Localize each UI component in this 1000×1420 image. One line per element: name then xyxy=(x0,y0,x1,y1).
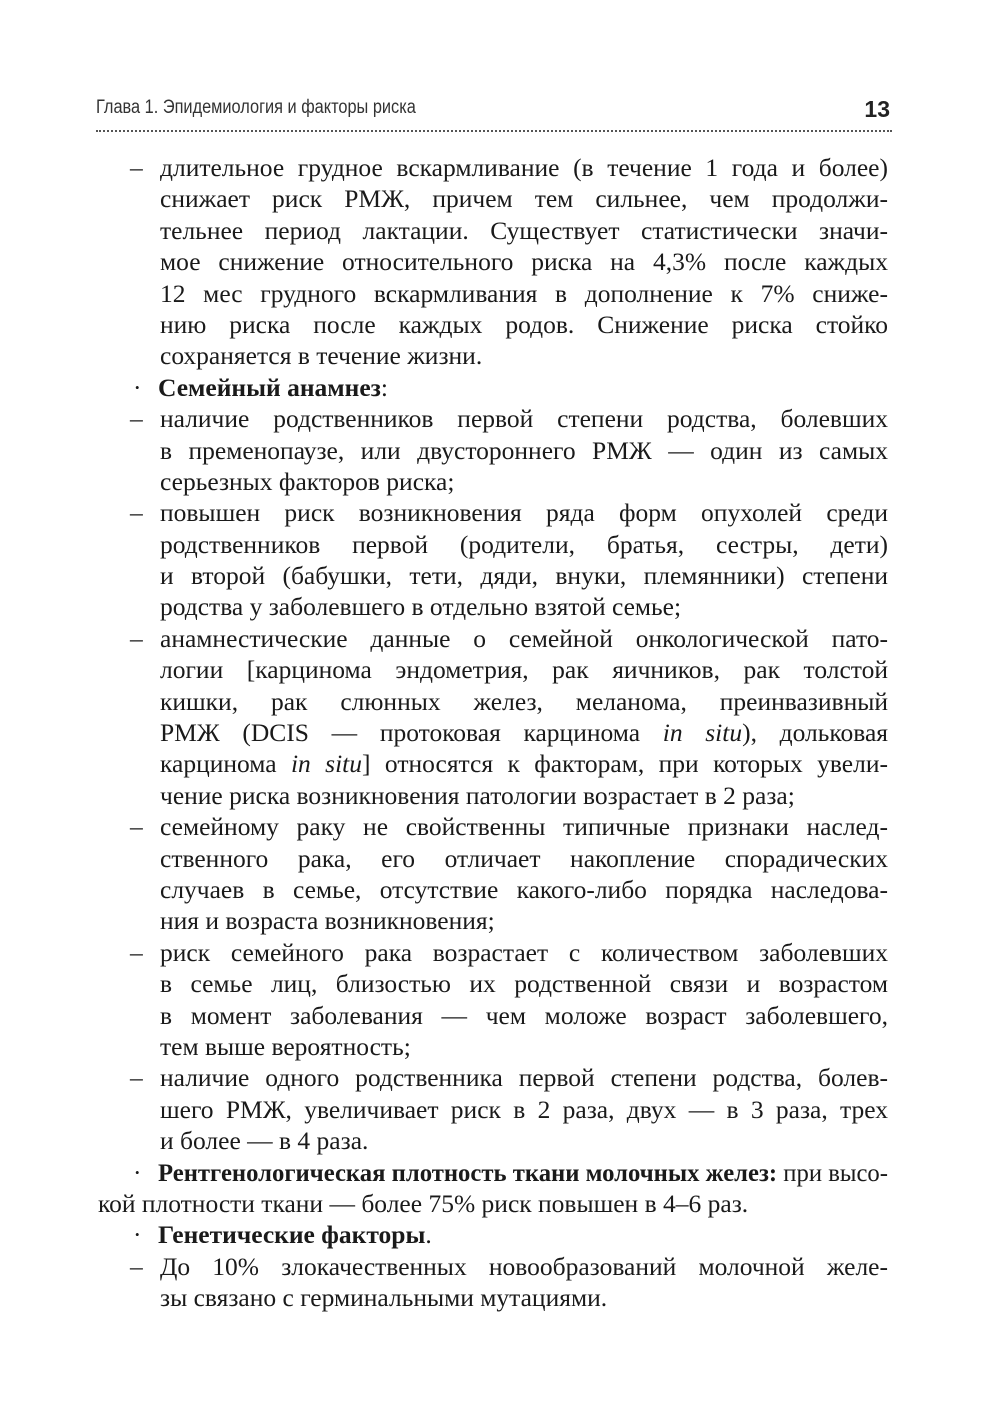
text-segment: кишки, рак слюнных желез, меланома, преинвазивный xyxy=(160,686,888,716)
list-item-line xyxy=(0,152,1000,183)
text-segment: и второй (бабушки, тети, дяди, внуки, племянники) степени xyxy=(160,561,888,591)
text-line xyxy=(0,560,1000,591)
line-text xyxy=(160,340,482,371)
text-line xyxy=(0,340,1000,371)
text-line xyxy=(0,529,1000,560)
text-segment: родства у заболевшего в отдельно взятой семье; xyxy=(160,592,682,622)
text-segment: ния и возраста возникновения; xyxy=(160,906,495,936)
text-line xyxy=(0,717,1000,748)
bold-term: Генетические факторы xyxy=(158,1220,426,1250)
text-line xyxy=(0,309,1000,340)
dash-marker: – xyxy=(130,1063,143,1093)
text-line xyxy=(0,278,1000,309)
text-segment: зы связано с герминальными мутациями. xyxy=(160,1283,608,1313)
text-segment: кой плотности ткани — более 75% риск повышен в 4–6 раз. xyxy=(98,1188,749,1218)
text-segment: карцинома xyxy=(160,749,291,779)
italic-term: in situ xyxy=(290,749,363,779)
line-text xyxy=(160,1094,888,1125)
line-text xyxy=(160,717,888,748)
text-segment: логии [карцинома эндометрия, рак яичников, рак толстой xyxy=(160,655,888,685)
text-line xyxy=(0,1000,1000,1031)
text-segment: в семье лиц, близостью их родственной связи и возрастом xyxy=(160,969,888,999)
line-text xyxy=(160,811,888,842)
line-text xyxy=(160,309,888,340)
line-text xyxy=(160,937,888,968)
dotted-divider xyxy=(96,130,892,132)
text-segment: чение риска возникновения патологии возрастает в 2 раза; xyxy=(160,780,795,810)
text-segment: До 10% злокачественных новообразований молочной желе- xyxy=(160,1251,888,1281)
line-text xyxy=(160,591,681,622)
text-line xyxy=(0,780,1000,811)
text-segment: в момент заболевания — чем моложе возраст заболевшего, xyxy=(160,1000,888,1030)
text-line xyxy=(0,686,1000,717)
list-item-line xyxy=(0,497,1000,528)
text-segment: анамнестические данные о семейной онкологической пато- xyxy=(160,623,888,653)
text-line xyxy=(0,654,1000,685)
line-text xyxy=(160,748,888,779)
text-line xyxy=(0,215,1000,246)
dash-marker: – xyxy=(130,404,143,434)
bullet-heading-line xyxy=(0,1157,1000,1188)
text-segment: ] относятся к факторам, при которых увели- xyxy=(362,749,888,779)
text-line xyxy=(0,748,1000,779)
text-segment: ), дольковая xyxy=(742,718,888,748)
dash-marker: – xyxy=(130,623,143,653)
chapter-title: Глава 1. Эпидемиология и факторы риска xyxy=(96,97,416,118)
text-line xyxy=(0,874,1000,905)
line-text xyxy=(160,529,888,560)
list-item-line xyxy=(0,403,1000,434)
text-segment: тем выше вероятность; xyxy=(160,1031,411,1061)
text-line xyxy=(0,466,1000,497)
page-number: 13 xyxy=(864,96,890,122)
bullet-heading-line xyxy=(0,372,1000,403)
line-text xyxy=(160,278,888,309)
line-text xyxy=(160,497,888,528)
list-item-line xyxy=(0,1251,1000,1282)
dash-marker: – xyxy=(130,1251,143,1281)
line-text xyxy=(160,1000,888,1031)
dash-marker: – xyxy=(130,937,143,967)
text-segment: мое снижение относительного риска на 4,3% после каждых xyxy=(160,247,888,277)
text-segment: и более — в 4 раза. xyxy=(160,1126,369,1156)
text-segment: тельнее период лактации. Существует статистически значи- xyxy=(160,215,888,245)
text-segment: наличие одного родственника первой степени родства, болев- xyxy=(160,1063,888,1093)
text-segment: при высо- xyxy=(777,1157,888,1187)
line-text xyxy=(160,905,495,936)
text-segment: шего РМЖ, увеличивает риск в 2 раза, двух — в 3 раза, трех xyxy=(160,1094,888,1124)
bold-term: Семейный анамнез xyxy=(158,372,381,402)
line-text xyxy=(160,560,888,591)
line-text xyxy=(160,246,888,277)
text-segment: серьезных факторов риска; xyxy=(160,466,455,496)
text-segment: повышен риск возникновения ряда форм опухолей среди xyxy=(160,498,888,528)
line-text xyxy=(160,466,454,497)
line-text xyxy=(160,1062,888,1093)
line-text xyxy=(158,1219,432,1250)
text-segment: . xyxy=(425,1220,432,1250)
line-text xyxy=(160,968,888,999)
dash-marker: – xyxy=(130,812,143,842)
text-line xyxy=(0,843,1000,874)
bullet-marker: · xyxy=(133,372,142,402)
text-line xyxy=(0,1282,1000,1313)
italic-term: in situ xyxy=(662,718,743,748)
text-line xyxy=(0,905,1000,936)
text-segment: родственников первой (родители, братья, сестры, дети) xyxy=(160,529,888,559)
text-line xyxy=(0,1031,1000,1062)
line-text xyxy=(160,1031,411,1062)
bullet-heading-line xyxy=(0,1219,1000,1250)
text-segment: : xyxy=(380,372,389,402)
text-segment: 12 мес грудного вскармливания в дополнение к 7% сниже- xyxy=(160,278,888,308)
bullet-marker: · xyxy=(133,1157,142,1187)
line-text xyxy=(160,686,888,717)
text-segment: наличие родственников первой степени родства, болевших xyxy=(160,404,888,434)
text-segment: риск семейного рака возрастает с количеством заболевших xyxy=(160,937,888,967)
line-text xyxy=(160,1251,888,1282)
dash-marker: – xyxy=(130,498,143,528)
line-text xyxy=(160,874,888,905)
line-text xyxy=(160,183,888,214)
text-segment: снижает риск РМЖ, причем тем сильнее, чем продолжи- xyxy=(160,184,888,214)
text-segment: РМЖ (DCIS — протоковая карцинома xyxy=(160,718,663,748)
list-item-line xyxy=(0,937,1000,968)
bullet-marker: · xyxy=(133,1220,142,1250)
line-text xyxy=(160,623,888,654)
text-line xyxy=(0,1125,1000,1156)
line-text xyxy=(160,780,795,811)
list-item-line xyxy=(0,623,1000,654)
text-line xyxy=(0,1094,1000,1125)
line-text xyxy=(160,215,888,246)
text-line xyxy=(0,591,1000,622)
line-text xyxy=(158,372,388,403)
text-segment: семейному раку не свойственны типичные признаки наслед- xyxy=(160,812,888,842)
line-text xyxy=(160,843,888,874)
text-segment: случаев в семье, отсутствие какого-либо порядка наследова- xyxy=(160,874,888,904)
text-segment: ственного рака, его отличает накопление спорадических xyxy=(160,843,888,873)
text-segment: нию риска после каждых родов. Снижение риска стойко xyxy=(160,309,888,339)
line-text xyxy=(160,435,888,466)
dash-marker: – xyxy=(130,153,143,182)
line-text xyxy=(160,1282,607,1313)
text-segment: сохраняется в течение жизни. xyxy=(160,341,483,371)
line-text xyxy=(160,1125,368,1156)
text-segment: в пременопаузе, или двустороннего РМЖ — один из самых xyxy=(160,435,888,465)
line-text xyxy=(98,1188,748,1219)
line-text xyxy=(160,654,888,685)
text-line xyxy=(0,968,1000,999)
line-text xyxy=(158,1157,888,1188)
list-item-line xyxy=(0,811,1000,842)
body-text xyxy=(0,152,1000,1313)
line-text xyxy=(160,403,888,434)
bold-term: Рентгенологическая плотность ткани молочных желез: xyxy=(158,1157,778,1187)
list-item-line xyxy=(0,1062,1000,1093)
line-text xyxy=(160,152,888,183)
text-line xyxy=(0,246,1000,277)
text-segment: длительное грудное вскармливание (в течение 1 года и более) xyxy=(160,153,888,182)
text-line xyxy=(0,1188,1000,1219)
text-line xyxy=(0,435,1000,466)
text-line xyxy=(0,183,1000,214)
